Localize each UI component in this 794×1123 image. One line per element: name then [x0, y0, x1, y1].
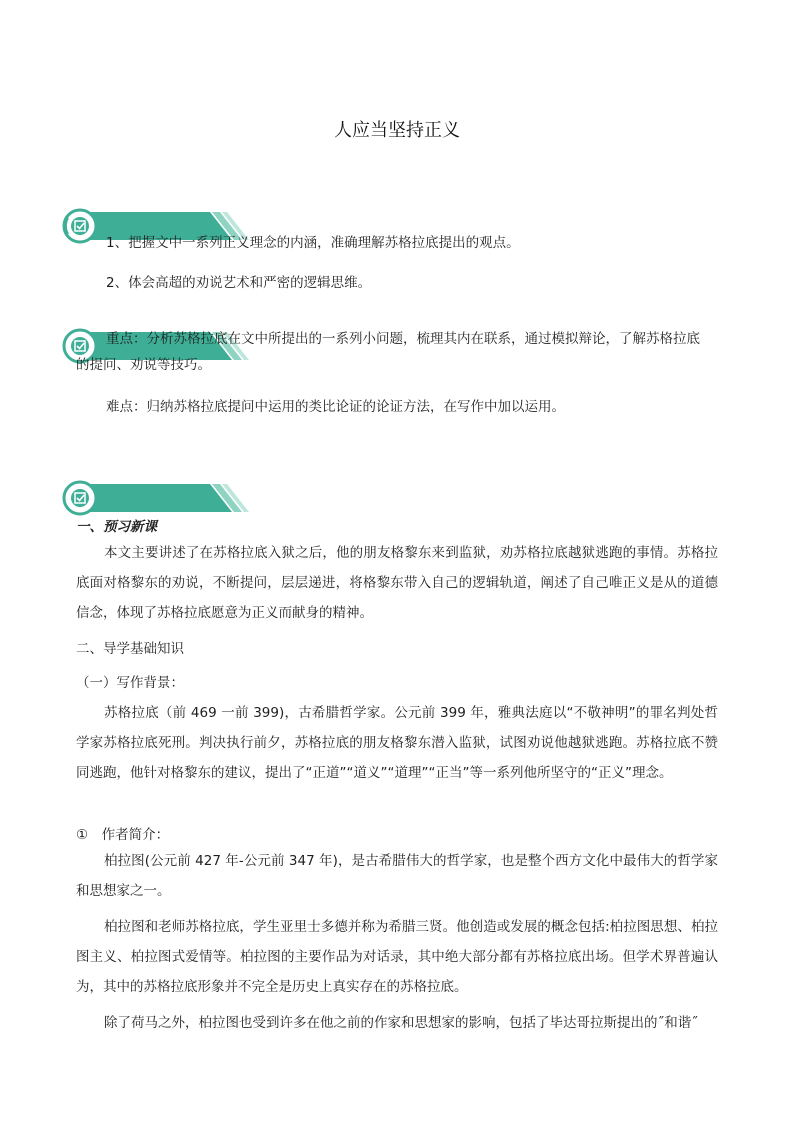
section-heading-preview: 一、预习新课 — [76, 519, 157, 535]
page-title: 人应当坚持正义 — [334, 120, 460, 141]
goal-2: 2、体会高超的劝说艺术和严密的逻辑思维。 — [106, 275, 372, 291]
zhongdian-line-2: 的提问、劝说等技巧。 — [76, 357, 211, 373]
author-paragraph-1: 柏拉图(公元前 427 年-公元前 347 年)，是古希腊伟大的哲学家，也是整个西方文化中最伟大的哲学家和思想家之一。 — [76, 853, 718, 899]
banner-graphic — [60, 480, 250, 516]
section-banner-study — [60, 480, 250, 516]
preview-paragraph: 本文主要讲述了在苏格拉底入狱之后，他的朋友格黎东来到监狱，劝苏格拉底越狱逃跑的事情。苏格拉底面对格黎东的劝说，不断提问，层层递进，将格黎东带入自己的逻辑轨道，阐述了自己唯正义是从的道德信念，体现了苏格拉底愿意为正义而献身的精神。 — [76, 545, 718, 621]
author-paragraph-2: 柏拉图和老师苏格拉底，学生亚里士多德并称为希腊三贤。他创造或发展的概念包括:柏拉图思想、柏拉图主义、柏拉图式爱情等。柏拉图的主要作品为对话录，其中绝大部分都有苏格拉底出场。但学术界普遍认为，其中的苏格拉底形象并不完全是历史上真实存在的苏格拉底。 — [76, 919, 718, 995]
section-heading-basics: 二、导学基础知识 — [76, 641, 184, 657]
zhongdian-line-1: 重点：分析苏格拉底在文中所提出的一系列小问题，梳理其内在联系，通过模拟辩论，了解苏格拉底 — [106, 331, 700, 347]
author-paragraph-3: 除了荷马之外，柏拉图也受到许多在他之前的作家和思想家的影响，包括了毕达哥拉斯提出的˝和谐˝ — [104, 1015, 698, 1031]
nandian-line: 难点：归纳苏格拉底提问中运用的类比论证的论证方法，在写作中加以运用。 — [106, 399, 565, 415]
subheading-background: （一）写作背景： — [76, 675, 184, 691]
background-paragraph: 苏格拉底（前 469 一前 399)，古希腊哲学家。公元前 399 年，雅典法庭以“不敬神明”的罪名判处哲学家苏格拉底死刑。判决执行前夕，苏格拉底的朋友格黎东潜入监狱，试图劝说他越狱逃跑。苏格拉底不赞同逃跑，他针对格黎东的建议，提出了“正道”“道义”“道理”“正当”等一系列他所坚守的“正义”理念。 — [76, 705, 718, 781]
goal-1: 1、把握文中一系列正义理念的内涵，准确理解苏格拉底提出的观点。 — [106, 235, 520, 251]
author-heading: ① 作者简介： — [76, 827, 170, 843]
